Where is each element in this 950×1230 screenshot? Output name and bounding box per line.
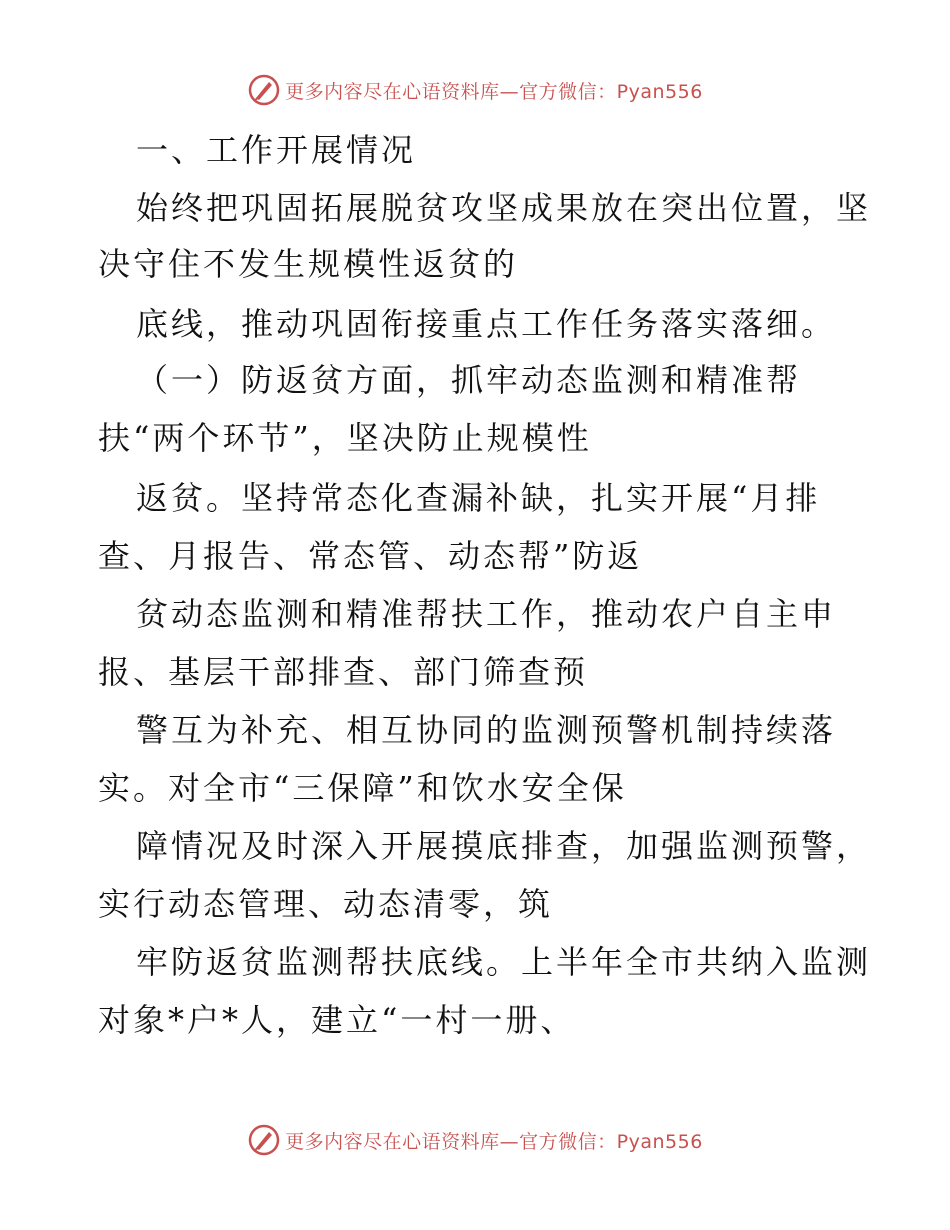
paragraph-line: 贫动态监测和精准帮扶工作，推动农户自主申 — [136, 595, 837, 633]
paragraph-line: 底线，推动巩固衔接重点工作任务落实落细。 — [136, 305, 837, 343]
header-watermark — [0, 70, 950, 110]
paragraph-line: 决守住不发生规模性返贫的 — [98, 245, 519, 283]
quill-logo-icon — [247, 73, 281, 107]
paragraph-line: 障情况及时深入开展摸底排查，加强监测预警， — [136, 827, 872, 865]
paragraph-line: 牢防返贫监测帮扶底线。上半年全市共纳入监测 — [136, 943, 872, 981]
paragraph-line: 始终把巩固拓展脱贫攻坚成果放在突出位置，坚 — [136, 189, 872, 227]
paragraph-line: 扶“两个环节”，坚决防止规模性 — [98, 419, 592, 457]
watermark-text: 更多内容尽在心语资料库—官方微信：Pyan556 — [285, 1130, 703, 1153]
paragraph-line: 对象*户*人，建立“一村一册、 — [98, 1001, 576, 1039]
paragraph-line: 报、基层干部排查、部门筛查预 — [98, 653, 589, 691]
section-heading: 一、工作开展情况 — [136, 131, 417, 169]
subsection-heading: （一）防返贫方面，抓牢动态监测和精准帮 — [136, 361, 802, 399]
footer-watermark — [0, 1120, 950, 1160]
paragraph-line: 查、月报告、常态管、动态帮”防返 — [98, 537, 643, 575]
paragraph-line: 返贫。坚持常态化查漏补缺，扎实开展“月排 — [136, 479, 821, 517]
paragraph-line: 警互为补充、相互协同的监测预警机制持续落 — [136, 711, 837, 749]
paragraph-line: 实。对全市“三保障”和饮水安全保 — [98, 769, 627, 807]
quill-logo-icon — [247, 1123, 281, 1157]
paragraph-line: 实行动态管理、动态清零，筑 — [98, 885, 554, 923]
watermark-text: 更多内容尽在心语资料库—官方微信：Pyan556 — [285, 80, 703, 103]
